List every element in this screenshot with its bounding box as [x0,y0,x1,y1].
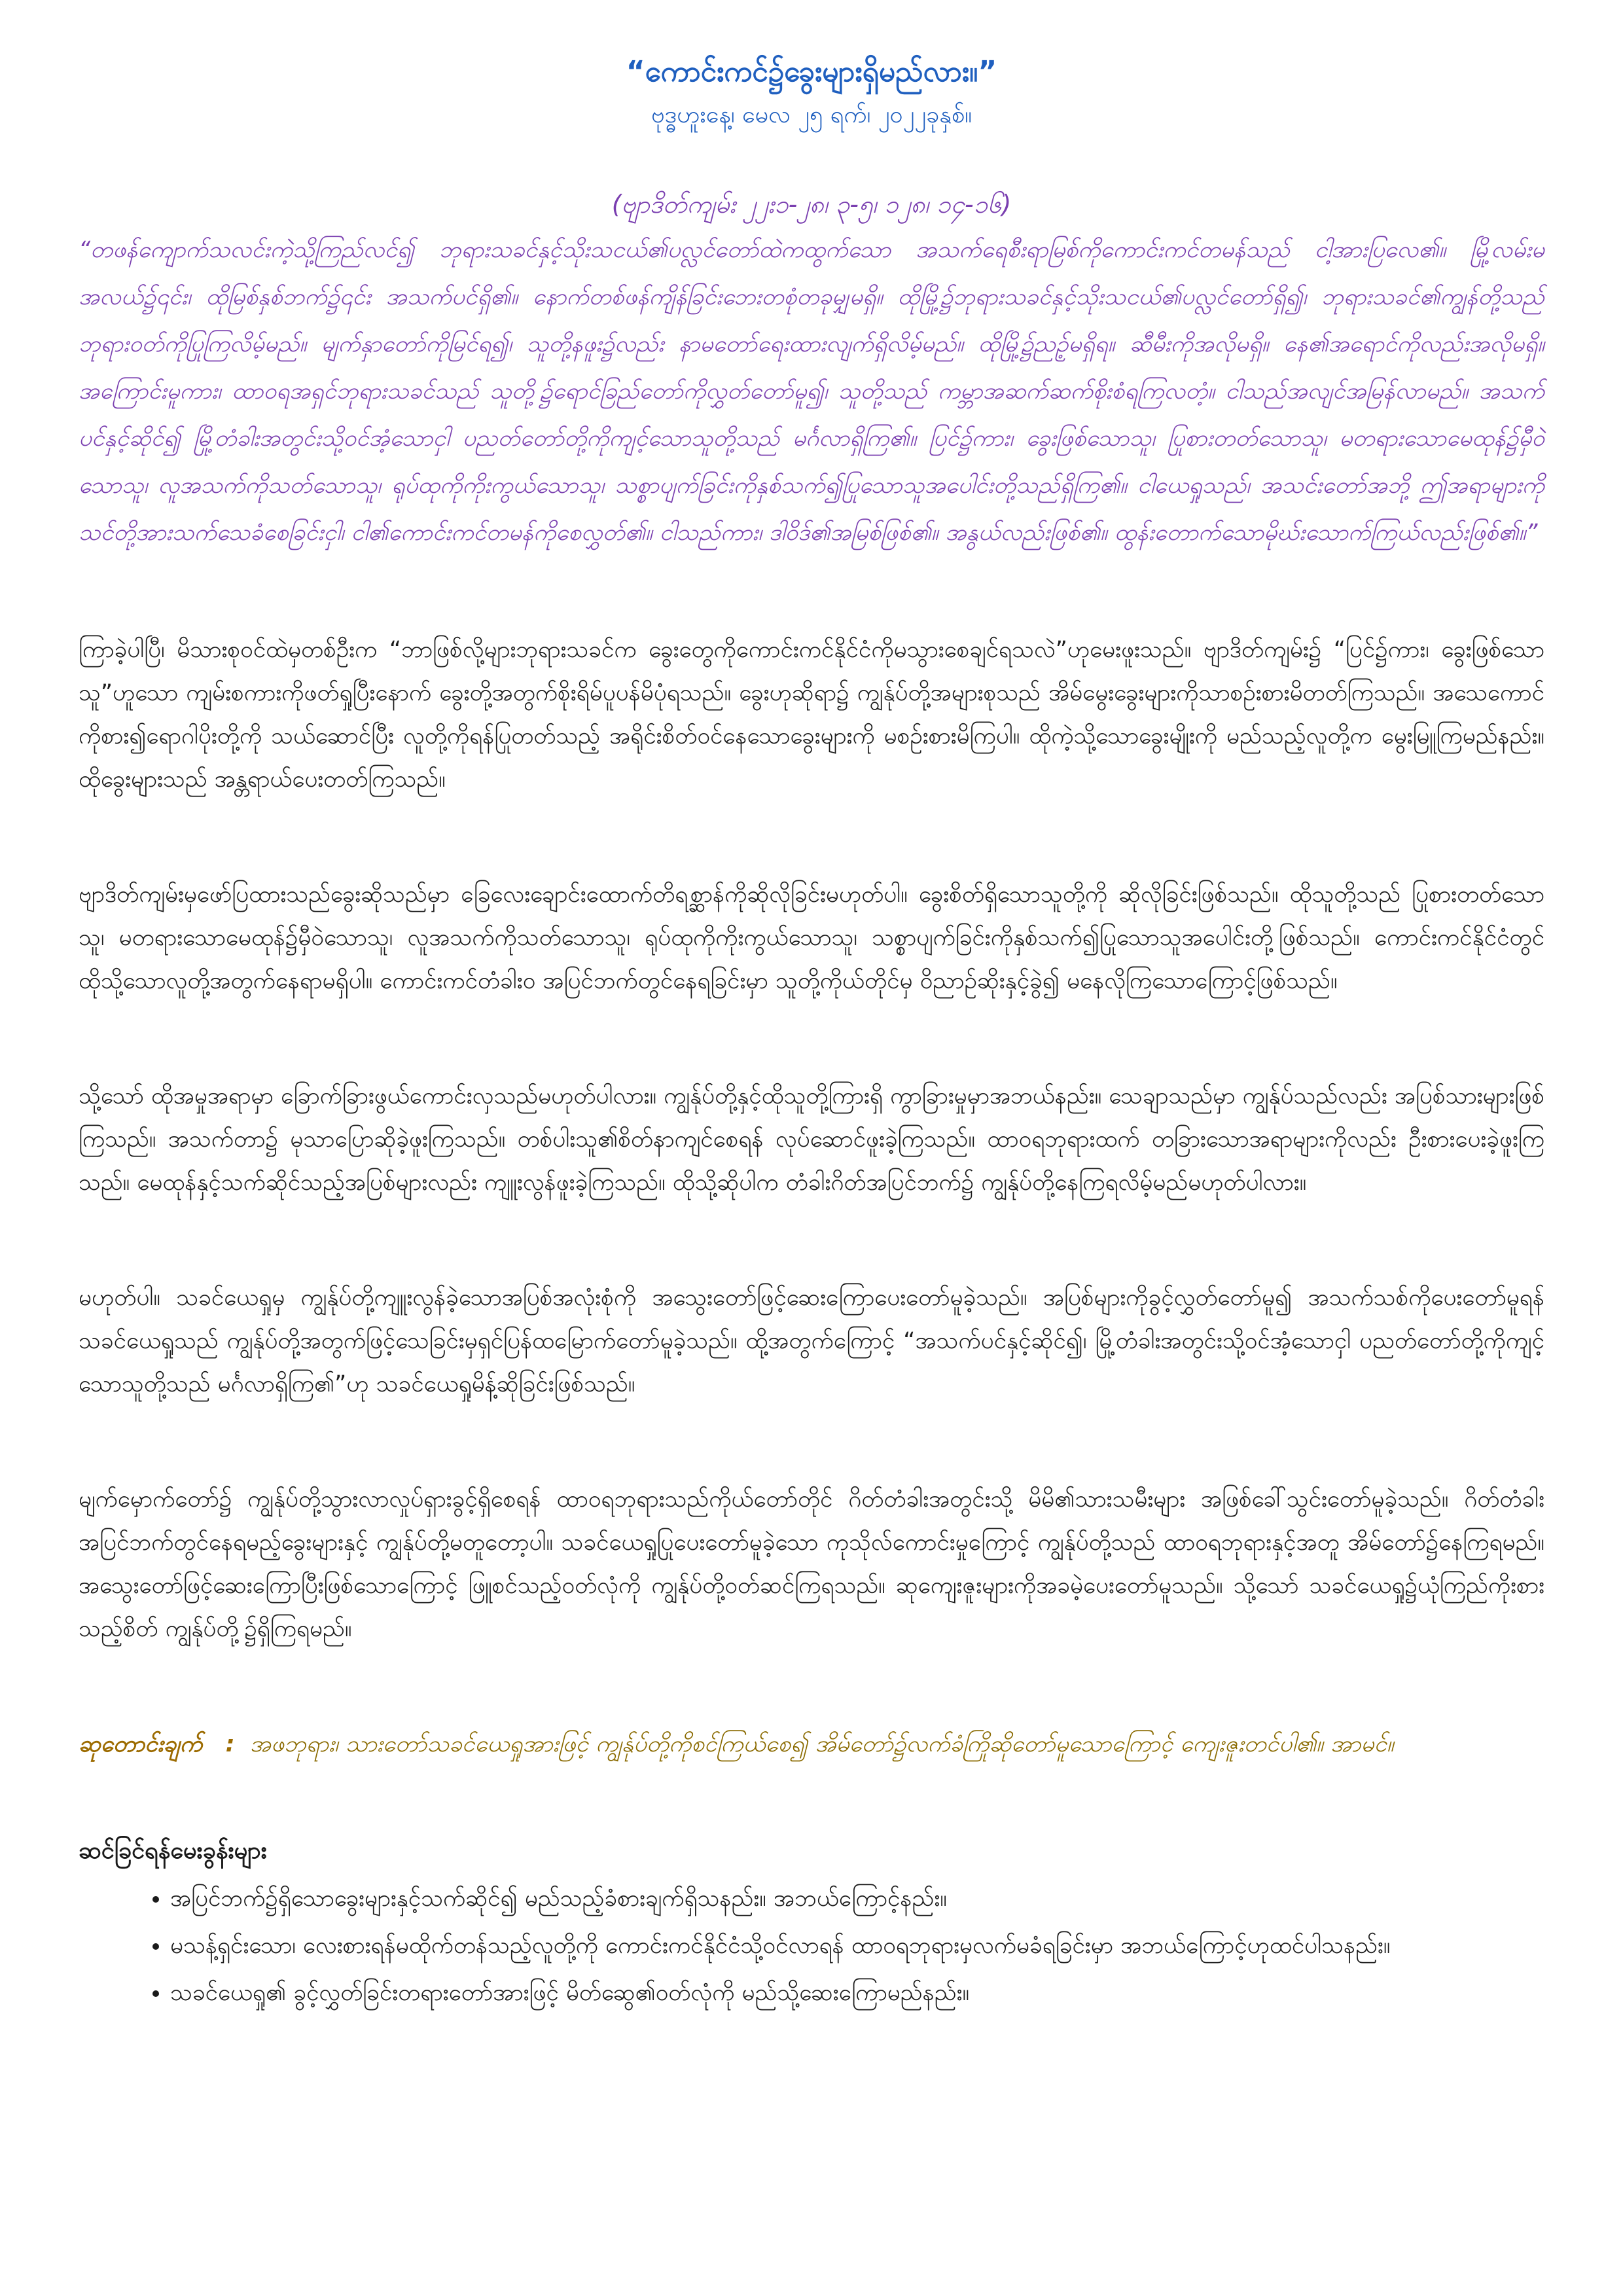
question-item: • အပြင်ဘက်၌ရှိသောခွေးများနှင့်သက်ဆိုင်၍ မည်သည့်ခံစားချက်ရှိသနည်း။ အဘယ်ကြောင့်နည်း။ [170,1877,1544,1920]
prayer [79,1723,1544,1766]
page-title: “ကောင်းကင်၌ခွေးများရှိမည်လား။” [626,55,997,88]
body-paragraph-1: ကြာခဲ့ပါပြီ၊ မိသားစုဝင်ထဲမှတစ်ဦးက “ဘာဖြစ်လို့များဘုရားသခင်က ခွေးတွေကိုကောင်းကင်နိုင်ငံကိုမသွားစေချင်ရသလဲ”ဟုမေးဖူးသည်။ ဗျာဒိတ်ကျမ်း၌ “ပြင်၌ကား၊ ခွေးဖြစ်သောသူ”ဟူသော ကျမ်းစကားကိုဖတ်ရှုပြီးနောက် ခွေးတို့အတွက်စိုးရိမ်ပူပန်မိပုံရသည်။ ခွေးဟုဆိုရာ၌ ကျွန်ုပ်တို့အများစုသည် အိမ်မွေးခွေးများကိုသာစဉ်းစားမိတတ်ကြသည်။ အသေကောင်ကိုစား၍ရောဂါပိုးတို့ကို သယ်ဆောင်ပြီး လူတို့ကိုရန်ပြုတတ်သည့် အရိုင်းစိတ်ဝင်နေသောခွေးများကို မစဉ်းစားမိကြပါ။ ထိုကဲ့သို့သောခွေးမျိုးကို မည်သည့်လူတို့က မွေးမြူကြမည်နည်း။ ထိုခွေးများသည် အန္တရာယ်ပေးတတ်ကြသည်။ [79,637,1544,793]
question-item: • မသန့်ရှင်းသော၊ လေးစားရန်မထိုက်တန်သည့်လူတို့ကို ကောင်းကင်နိုင်ငံသို့ဝင်လာရန် ထာဝရဘုရားမှလက်မခံရခြင်းမှာ အဘယ်ကြောင့်ဟုထင်ပါသနည်း။ [170,1924,1544,1967]
questions-heading: ဆင်ခြင်ရန်မေးခွန်းများ [79,1837,267,1864]
body-paragraph-2: ဗျာဒိတ်ကျမ်းမှဖော်ပြထားသည်ခွေးဆိုသည်မှာ ခြေလေးချောင်းထောက်တိရစ္ဆာန်ကိုဆိုလိုခြင်းမဟုတ်ပါ။ ခွေးစိတ်ရှိသောသူတို့ကို ဆိုလိုခြင်းဖြစ်သည်။ ထိုသူတို့သည် ပြုစားတတ်သောသူ၊ မတရားသောမေထုန်၌မှီဝဲသောသူ၊ လူအသက်ကိုသတ်သောသူ၊ ရုပ်ထုကိုကိုးကွယ်သောသူ၊ သစ္စာပျက်ခြင်းကိုနှစ်သက်၍ပြုသောသူအပေါင်းတို့ဖြစ်သည်။ ကောင်းကင်နိုင်ငံတွင် ထိုသို့သောလူတို့အတွက်နေရာမရှိပါ။ ကောင်းကင်တံခါး၀ အပြင်ဘက်တွင်နေရခြင်းမှာ သူတို့ကိုယ်တိုင်မှ ဝိညာဉ်ဆိုးနှင့်ခွဲ၍ မနေလိုကြသောကြောင့်ဖြစ်သည်။ [79,882,1544,994]
questions-list [79,1877,1544,2015]
prayer-text: အဖဘုရား၊ သားတော်သခင်ယေရှုအားဖြင့် ကျွန်ုပ်တို့ကိုစင်ကြယ်စေ၍ အိမ်တော်၌လက်ခံကြိုဆိုတော်မူသောကြောင့် ကျေးဇူးတင်ပါ၏။ အာမင်။ [249,1731,1394,1757]
prayer-label: ဆုတောင်းချက် [79,1731,203,1757]
body-paragraph-5: မျက်မှောက်တော်၌ ကျွန်ုပ်တို့သွားလာလှုပ်ရှားခွင့်ရှိစေရန် ထာဝရဘုရားသည်ကိုယ်တော်တိုင် ဂိတ်တံခါးအတွင်းသို့ မိမိ၏သားသမီးများ အဖြစ်ခေါ်သွင်းတော်မူခဲ့သည်။ ဂိတ်တံခါးအပြင်ဘက်တွင်နေရမည့်ခွေးများနှင့် ကျွန်ုပ်တို့မတူတော့ပါ။ သခင်ယေရှုပြုပေးတော်မူခဲ့သော ကုသိုလ်ကောင်းမှုကြောင့် ကျွန်ုပ်တို့သည် ထာဝရဘုရားနှင့်အတူ အိမ်တော်၌နေကြရမည်။ အသွေးတော်ဖြင့်ဆေးကြောပြီးဖြစ်သောကြောင့် ဖြူစင်သည့်ဝတ်လုံကို ကျွန်ုပ်တို့ဝတ်ဆင်ကြရသည်။ ဆုကျေးဇူးများကိုအခမဲ့ပေးတော်မူသည်။ သို့သော် သခင်ယေရှု၌ယုံကြည်ကိုးစားသည့်စိတ် ကျွန်ုပ်တို့၌ရှိကြရမည်။ [79,1486,1544,1642]
prayer-colon: : [209,1731,243,1757]
body-section [79,628,1544,1651]
date-line: ဗုဒ္ဓဟူးနေ့၊ မေလ ၂၅ ရက်၊ ၂၀၂၂ခုနှစ်။ [651,101,972,128]
scripture-reference: (ဗျာဒိတ်ကျမ်း ၂၂း၁-၂၈၊ ၃-၅၊ ၁၂၈၊ ၁၄-၁၆) [611,190,1012,219]
question-item: • သခင်ယေရှု၏ ခွင့်လွှတ်ခြင်းတရားတော်အားဖြင့် မိတ်ဆွေ၏ဝတ်လုံကို မည်သို့ဆေးကြောမည်နည်း။ [170,1971,1544,2015]
scripture-passage: “တဖန်ကျောက်သလင်းကဲ့သို့ကြည်လင်၍ ဘုရားသခင်နှင့်သိုးသငယ်၏ပလ္လင်တော်ထဲကထွက်သော အသက်ရေစီးရာမြစ်ကိုကောင်းကင်တမန်သည် ငါ့အားပြလေ၏။ မြို့လမ်းမအလယ်၌၎င်း၊ ထိုမြစ်နှစ်ဘက်၌၎င်း အသက်ပင်ရှိ၏။ နောက်တစ်ဖန်ကျိန်ခြင်းဘေးတစုံတခုမျှမရှိ။ ထိုမြို့၌ဘုရားသခင်နှင့်သိုးသငယ်၏ပလ္လင်တော်ရှိ၍၊ ဘုရားသခင်၏ကျွန်တို့သည် ဘုရားဝတ်ကိုပြုကြလိမ့်မည်။ မျက်နှာတော်ကိုမြင်ရ၍၊ သူတို့နဖူး၌လည်း နာမတော်ရေးထားလျက်ရှိလိမ့်မည်။ ထိုမြို့၌ညဉ့်မရှိရ။ ဆီမီးကိုအလိုမရှိ။ နေ၏အရောင်ကိုလည်းအလိုမရှိ။ အကြောင်းမူကား၊ ထာဝရအရှင်ဘုရားသခင်သည် သူတို့၌ရောင်ခြည်တော်ကိုလွှတ်တော်မူ၍၊ သူတို့သည် ကမ္ဘာအဆက်ဆက်စိုးစံရကြလတံ့။ ငါသည်အလျင်အမြန်လာမည်။ အသက်ပင်နှင့်ဆိုင်၍ မြို့တံခါးအတွင်းသို့ဝင်အံ့သောငှါ ပညတ်တော်တို့ကိုကျင့်သောသူတို့သည် မင်္ဂလာရှိကြ၏။ ပြင်၌ကား၊ ခွေးဖြစ်သောသူ၊ ပြုစားတတ်သောသူ၊ မတရားသောမေထုန်၌မှီဝဲသောသူ၊ လူအသက်ကိုသတ်သောသူ၊ ရုပ်ထုကိုကိုးကွယ်သောသူ၊ သစ္စာပျက်ခြင်းကိုနှစ်သက်၍ပြုသောသူအပေါင်းတို့သည်ရှိကြ၏။ ငါယေရှုသည်၊ အသင်းတော်အဘို့ ဤအရာများကို သင်တို့အားသက်သေခံစေခြင်းငှါ၊ ငါ၏ကောင်းကင်တမန်ကိုစေလွှတ်၏။ ငါသည်ကား၊ ဒါဝိဒ်၏အမြစ်ဖြစ်၏။ အနွယ်လည်းဖြစ်၏။ ထွန်းတောက်သောမိုဃ်းသောက်ကြယ်လည်းဖြစ်၏။” [79,237,1544,546]
body-paragraph-4: မဟုတ်ပါ။ သခင်ယေရှုမှ ကျွန်ုပ်တို့ကျူးလွန်ခဲ့သောအပြစ်အလုံးစုံကို အသွေးတော်ဖြင့်ဆေးကြောပေးတော်မူခဲ့သည်။ အပြစ်များကိုခွင့်လွှတ်တော်မူ၍ အသက်သစ်ကိုပေးတော်မူရန် သခင်ယေရှုသည် ကျွန်ုပ်တို့အတွက်ဖြင့်သေခြင်းမှရှင်ပြန်ထမြောက်တော်မူခဲ့သည်။ ထို့အတွက်ကြောင့် “အသက်ပင်နှင့်ဆိုင်၍၊ မြို့တံခါးအတွင်းသို့ဝင်အံ့သောငှါ ပညတ်တော်တို့ကိုကျင့်သောသူတို့သည် မင်္ဂလာရှိကြ၏”ဟု သခင်ယေရှုမိန့်ဆိုခြင်းဖြစ်သည်။ [79,1285,1544,1397]
document-page [79,52,1544,2018]
body-paragraph-3: သို့သော် ထိုအမှုအရာမှာ ခြောက်ခြားဖွယ်ကောင်းလှသည်မဟုတ်ပါလား။ ကျွန်ုပ်တို့နှင့်ထိုသူတို့ကြားရှိ ကွာခြားမှုမှာအဘယ်နည်း။ သေချာသည်မှာ ကျွန်ုပ်သည်လည်း အပြစ်သားများဖြစ်ကြသည်။ အသက်တာ၌ မုသာပြောဆိုခဲ့ဖူးကြသည်။ တစ်ပါးသူ၏စိတ်နာကျင်စေရန် လုပ်ဆောင်ဖူးခဲ့ကြသည်။ ထာဝရဘုရားထက် တခြားသောအရာများကိုလည်း ဦးစားပေးခဲ့ဖူးကြသည်။ မေထုန်နှင့်သက်ဆိုင်သည့်အပြစ်များလည်း ကျူးလွန်ဖူးခဲ့ကြသည်။ ထိုသို့ဆိုပါက တံခါးဂိတ်အပြင်ဘက်၌ ကျွန်ုပ်တို့နေကြရလိမ့်မည်မဟုတ်ပါလား။ [79,1083,1544,1196]
